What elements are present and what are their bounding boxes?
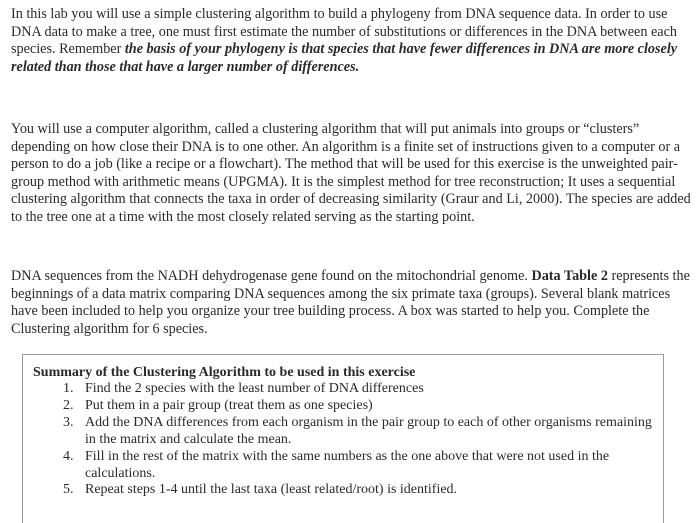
data-paragraph-rest: represents the beginnings of a data matrix comparing DNA sequences among the six primate taxa (groups). Several blank matrices have been included to help you organize your tree building process. A box was started to help you. Complete the Clustering algorithm for 6 species. (11, 268, 690, 337)
step-number: 3. (63, 414, 74, 430)
algorithm-step (35, 398, 655, 415)
intro-text: In this lab you will use a simple clustering algorithm to build a phylogeny from DNA sequence data. In order to use DNA data to make a tree, one must first estimate the number of substitutions or differences in the DNA between each species. Remember (11, 6, 677, 58)
data-table-paragraph (11, 268, 695, 338)
step-number: 4. (63, 448, 74, 464)
algorithm-paragraph: You will use a computer algorithm, called a clustering algorithm that will put animals into groups or “clusters” depending on how close their DNA is to one other. An algorithm is a finite set of instructions given to a computer or a person to do a job (like a recipe or a flowchart). The method that will be used for this exercise is the unweighted pair-group method with arithmetic means (UPGMA). It is the simplest method for tree reconstruction; It uses a sequential clustering algorithm that connects the taxa in order of decreasing similarity (Graur and Li, 2000). The species are added to the tree one at a time with the most closely related serving as the starting point. (11, 121, 691, 225)
summary-box (22, 354, 664, 523)
intro-emphasis: the basis of your phylogeny is that species that have fewer differences in DNA are more closely related than those that have a larger number of differences. (11, 41, 678, 75)
data-paragraph-lead: DNA sequences from the NADH dehydrogenase gene found on the mitochondrial genome. (11, 268, 532, 284)
step-text: Fill in the rest of the matrix with the same numbers as the one above that were not used in the calculations. (85, 448, 610, 481)
algorithm-step (35, 381, 655, 398)
step-number: 2. (63, 397, 74, 413)
algorithm-step (35, 449, 655, 483)
algorithm-step (35, 415, 655, 449)
data-table-reference: Data Table 2 (531, 268, 608, 284)
step-text: Put them in a pair group (treat them as one species) (85, 397, 373, 413)
step-number: 1. (63, 381, 74, 396)
step-text: Repeat steps 1-4 until the last taxa (least related/root) is identified. (85, 482, 458, 498)
summary-box-title: Summary of the Clustering Algorithm to be used in this exercise (33, 365, 416, 380)
algorithm-steps-list (35, 381, 655, 499)
step-text: Find the 2 species with the least number of DNA differences (85, 381, 424, 396)
step-text: Add the DNA differences from each organism in the pair group to each of other organisms remaining in the matrix and calculate the mean. (85, 414, 652, 447)
algorithm-step (35, 482, 655, 499)
step-number: 5. (63, 482, 74, 498)
intro-paragraph (11, 6, 695, 76)
